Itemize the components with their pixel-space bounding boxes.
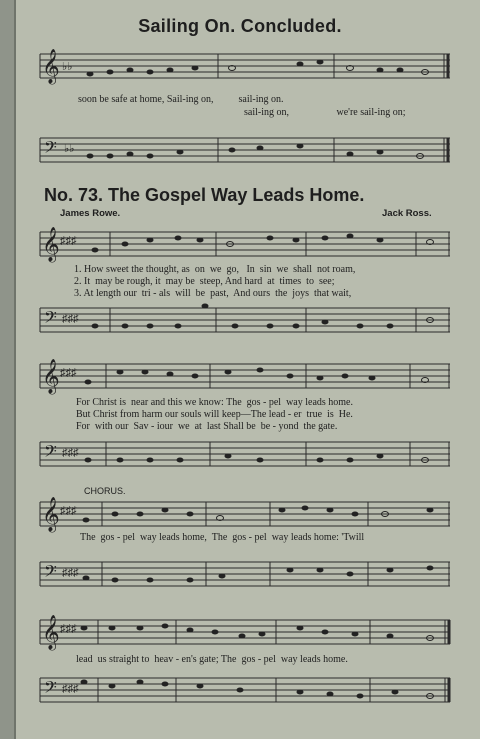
svg-text:𝄞: 𝄞 (42, 615, 60, 650)
verse1-line2: For Christ is near and this we know: The gos - pel way leads home. (76, 397, 353, 408)
system1-bass-staff (0, 302, 480, 342)
concluded-lyric-lower: sail-ing on, we're sail-ing on; (244, 107, 406, 118)
composer-credit: Jack Ross. (382, 208, 432, 219)
svg-text:𝄢: 𝄢 (44, 137, 57, 161)
chorus-line2: lead us straight to heav - en's gate; The gos - pel way leads home. (76, 654, 348, 665)
svg-text:𝄞: 𝄞 (42, 49, 60, 84)
chorus-label: CHORUS. (84, 486, 126, 496)
svg-text:♯♯♯: ♯♯♯ (60, 367, 77, 379)
svg-text:𝄞: 𝄞 (42, 497, 60, 532)
lyricist-credit: James Rowe. (60, 208, 121, 219)
system1-treble-staff (0, 226, 480, 266)
verse2-line1: 2. It may be rough, it may be steep, And hard at times to see; (74, 276, 335, 287)
verse3-line1: 3. At length our tri - als will be past, And ours the joys that wait, (74, 288, 352, 299)
svg-text:♯♯♯: ♯♯♯ (60, 623, 77, 635)
system3-treble-staff (0, 496, 480, 536)
svg-text:♯♯♯: ♯♯♯ (60, 235, 77, 247)
svg-text:♯♯♯: ♯♯♯ (60, 505, 77, 517)
chorus-line1: The gos - pel way leads home, The gos - pel way leads home: 'Twill (80, 532, 365, 543)
svg-text:𝄢: 𝄢 (44, 307, 57, 331)
svg-text:♯♯♯: ♯♯♯ (62, 683, 79, 695)
hymn-title: No. 73. The Gospel Way Leads Home. (44, 185, 365, 205)
verse1-line1: 1. How sweet the thought, as on we go, In sin we shall not roam, (74, 264, 356, 275)
svg-text:♭♭: ♭♭ (62, 61, 73, 73)
svg-text:♭♭: ♭♭ (64, 143, 75, 155)
system2-treble-staff (0, 358, 480, 398)
system4-treble-staff (0, 614, 480, 654)
concluded-bass-staff (0, 132, 480, 172)
svg-text:♯♯♯: ♯♯♯ (62, 313, 79, 325)
concluded-treble-staff (0, 48, 480, 88)
verse2-line2: But Christ from harm our souls will keep—The lead - er true is He. (76, 409, 353, 420)
system3-bass-staff (0, 556, 480, 596)
concluded-lyric-upper: soon be safe at home, Sail-ing on, sail-ing on. (78, 94, 284, 105)
svg-text:𝄞: 𝄞 (42, 227, 60, 262)
verse3-line2: For with our Sav - iour we at last Shall be be - yond the gate. (76, 421, 338, 432)
header-title: Sailing On. Concluded. (138, 16, 342, 36)
svg-text:♯♯♯: ♯♯♯ (62, 447, 79, 459)
svg-text:𝄞: 𝄞 (42, 359, 60, 394)
system2-bass-staff (0, 436, 480, 476)
system4-bass-staff (0, 672, 480, 712)
svg-text:♯♯♯: ♯♯♯ (62, 567, 79, 579)
svg-text:𝄢: 𝄢 (44, 561, 57, 585)
svg-text:𝄢: 𝄢 (44, 677, 57, 701)
svg-text:𝄢: 𝄢 (44, 441, 57, 465)
